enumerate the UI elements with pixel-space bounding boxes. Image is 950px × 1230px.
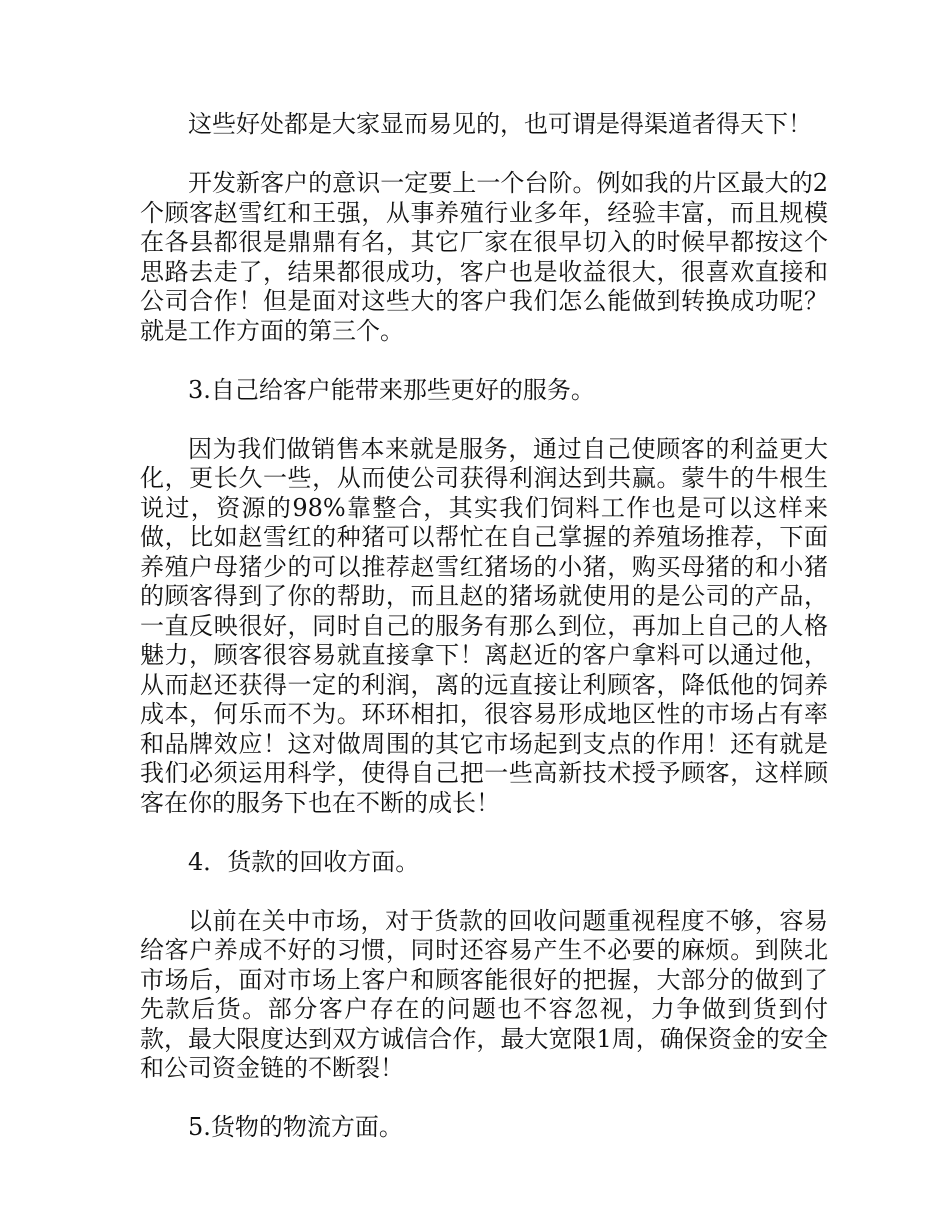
heading-payment-collection: 4．货款的回收方面。 — [188, 847, 420, 876]
paragraph-channel-benefits: 这些好处都是大家显而易见的，也可谓是得渠道者得天下！ — [188, 110, 812, 138]
paragraph-services: 因为我们做销售本来就是服务，通过自己使顾客的利益更大化，更长久一些，从而使公司获得利润达到共赢。蒙牛的牛根生说过，资源的98%靠整合，其实我们饲料工作也是可以这样来做，比如赵雪红的种猪可以帮忙在自己掌握的养殖场推荐，下面养殖户母猪少的可以推荐赵雪红猪场的小猪，购买母猪的和小猪的顾客得到了你的帮助，而且赵的猪场就使用的是公司的产品，一直反映很好，同时自己的服务有那么到位，再加上自己的人格魅力，顾客很容易就直接拿下！离赵近的客户拿料可以通过他，从而赵还获得一定的利润，离的远直接让利顾客，降低他的饲养成本，何乐而不为。环环相扣，很容易形成地区性的市场占有率和品牌效应！这对做周围的其它市场起到支点的作用！还有就是我们必须运用科学，使得自己把一些高新技术授予顾客，这样顾客在你的服务下也在不断的成长！ — [140, 434, 828, 817]
heading-logistics: 5.货物的物流方面。 — [188, 1113, 403, 1141]
paragraph-payment-collection: 以前在关中市场，对于货款的回收问题重视程度不够，容易给客户养成不好的习惯，同时还容易产生不必要的麻烦。到陕北市场后，面对市场上客户和顾客能很好的把握，大部分的做到了先款后货。部分客户存在的问题也不容忽视，力争做到货到付款，最大限度达到双方诚信合作，最大宽限1周，确保资金的安全和公司资金链的不断裂！ — [140, 906, 828, 1082]
document-page — [140, 110, 828, 1143]
paragraph-new-customers: 开发新客户的意识一定要上一个台阶。例如我的片区最大的2个顾客赵雪红和王强，从事养殖行业多年，经验丰富，而且规模在各县都很是鼎鼎有名，其它厂家在很早切入的时候早都按这个思路去走了，结果都很成功，客户也是收益很大，很喜欢直接和公司合作！但是面对这些大的客户我们怎么能做到转换成功呢？就是工作方面的第三个。 — [140, 169, 828, 345]
heading-better-services: 3.自己给客户能带来那些更好的服务。 — [188, 375, 595, 404]
